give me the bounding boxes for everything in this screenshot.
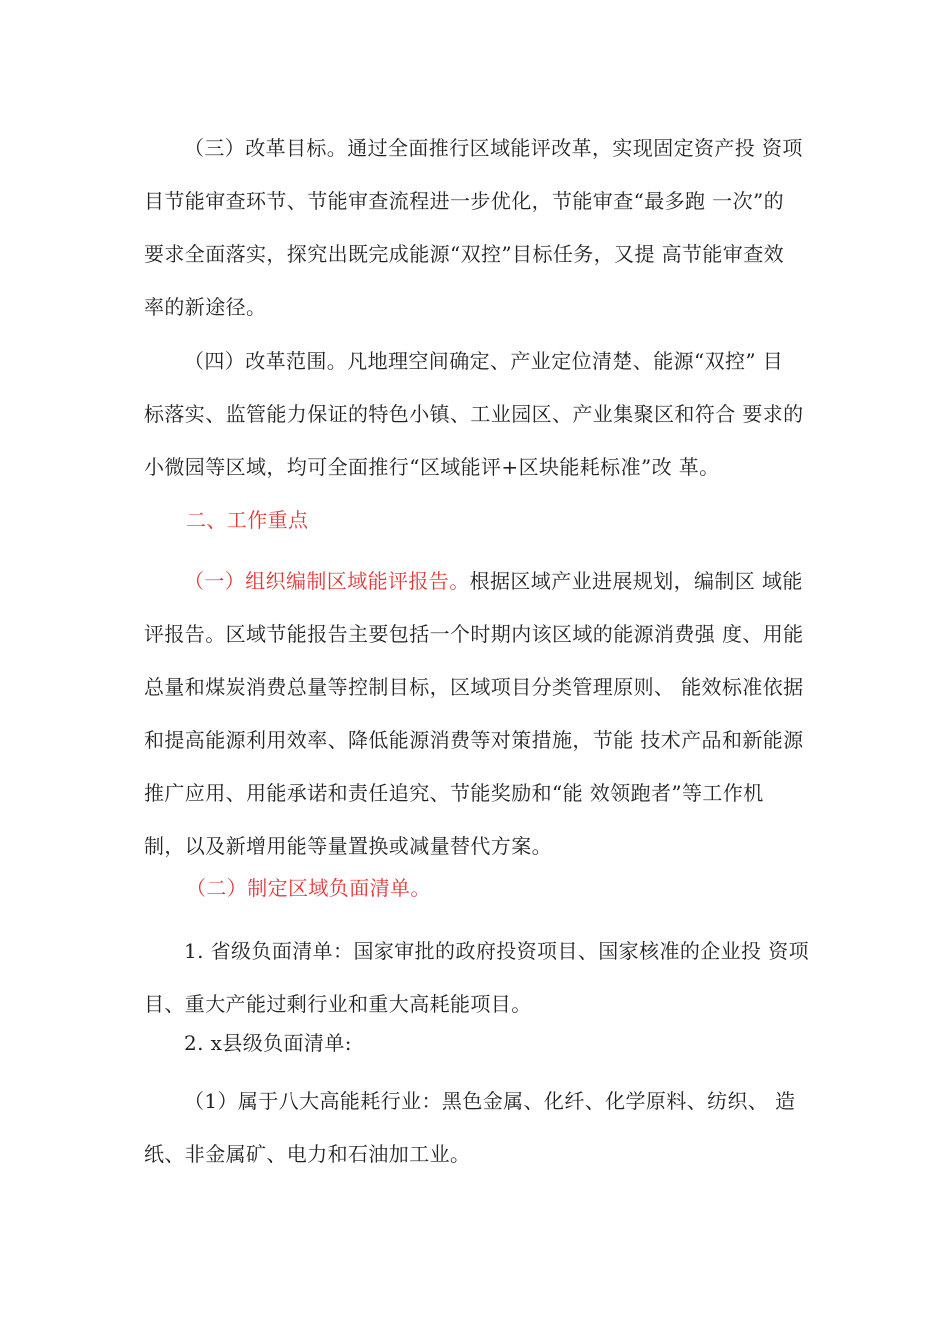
text-line (144, 555, 820, 608)
text-line: 推广应用、用能承诺和责任追究、节能奖励和“能 效领跑者”等工作机 (144, 781, 764, 805)
text-line: 评报告。区域节能报告主要包括一个时期内该区域的能源消费强 度、用能 (144, 622, 804, 646)
paragraph-county-list (144, 1017, 820, 1070)
paragraph-reform-goal (144, 122, 820, 334)
text-line: 标落实、监管能力保证的特色小镇、工业园区、产业集聚区和符合 要求的 (144, 402, 804, 426)
text-line: 2. x县级负面清单: (184, 1031, 352, 1055)
red-lead-text: （一）组织编制区域能评报告。 (184, 569, 470, 593)
text-line: 纸、非金属矿、电力和石油加工业。 (144, 1142, 471, 1166)
paragraph-regional-report (144, 555, 820, 873)
text-line: （三）改革目标。通过全面推行区域能评改革，实现固定资产投 资项 (184, 136, 803, 160)
section-heading-negative-list: （二）制定区域负面清单。 (186, 876, 431, 900)
text-line: 和提高能源利用效率、降低能源消费等对策措施，节能 技术产品和新能源 (144, 728, 804, 752)
paragraph-reform-scope (144, 335, 820, 494)
text-line: 总量和煤炭消费总量等控制目标，区域项目分类管理原则、 能效标准依据 (144, 675, 804, 699)
text-line: 率的新途径。 (144, 295, 267, 319)
section-heading-work-focus: 二、工作重点 (186, 508, 309, 532)
text-line: 小微园等区域，均可全面推行“区域能评+区块能耗标准”改 革。 (144, 455, 720, 479)
text-line: （四）改革范围。凡地理空间确定、产业定位清楚、能源“双控” 目 (184, 349, 784, 373)
lead-rest-text: 根据区域产业进展规划，编制区 域能 (469, 569, 803, 593)
text-line: 要求全面落实，探究出既完成能源“双控”目标任务，又提 高节能审查效 (144, 242, 785, 266)
paragraph-provincial-list (144, 925, 820, 1031)
text-line: 目节能审查环节、节能审查流程进一步优化，节能审查“最多跑 一次”的 (144, 189, 785, 213)
text-line: 目、重大产能过剩行业和重大高耗能项目。 (144, 992, 532, 1016)
text-line: （1）属于八大高能耗行业：黑色金属、化纤、化学原料、纺织、 造 (184, 1089, 796, 1113)
paragraph-high-energy-industries (144, 1075, 820, 1181)
text-line: 制，以及新增用能等量置换或减量替代方案。 (144, 834, 552, 858)
text-line: 1. 省级负面清单：国家审批的政府投资项目、国家核准的企业投 资项 (184, 939, 809, 963)
